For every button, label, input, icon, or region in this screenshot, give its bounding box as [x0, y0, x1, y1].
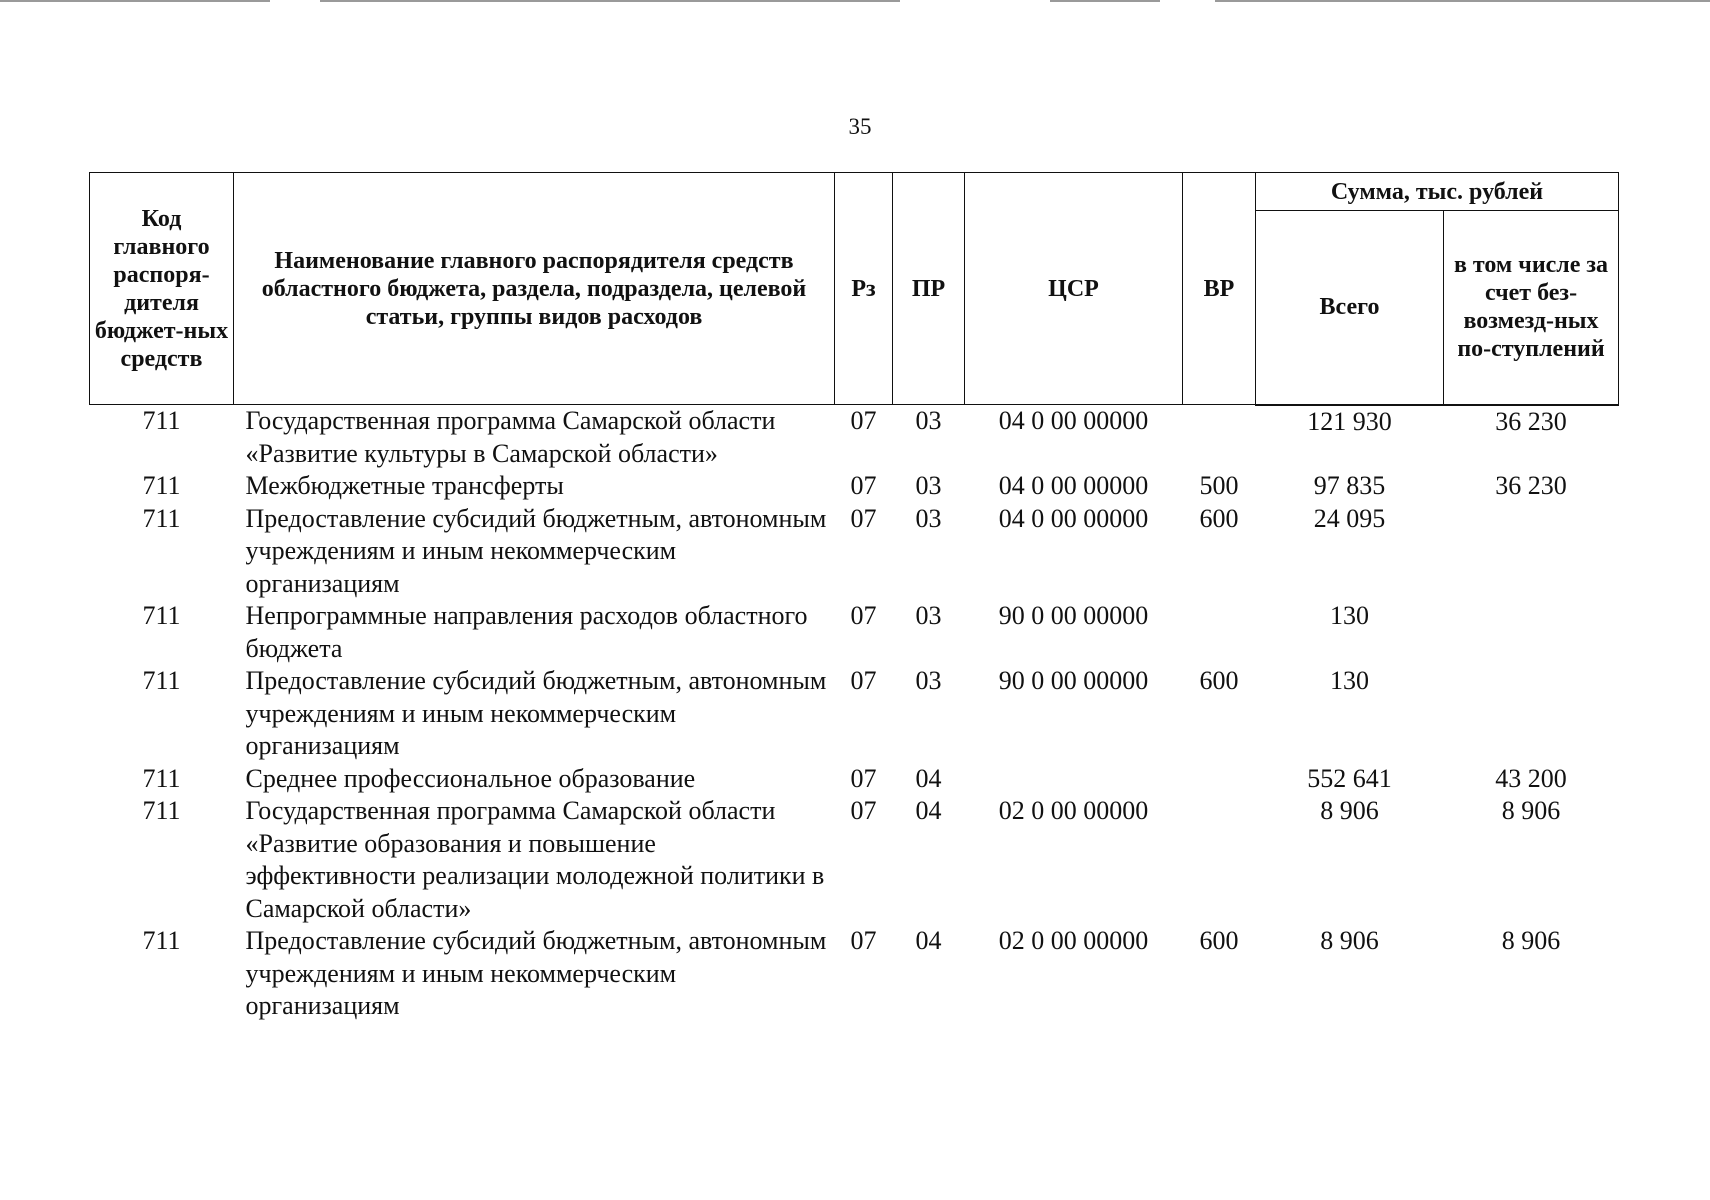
- cell-pr: 04: [915, 763, 942, 793]
- cell-rz: 07: [850, 926, 877, 955]
- cell-pr: 03: [915, 406, 942, 435]
- cell-csr: [965, 763, 1183, 796]
- cell-csr: 02 0 00 00000: [998, 796, 1149, 825]
- cell-csr: 90 0 00 00000: [998, 666, 1149, 695]
- cell-vr: [1183, 600, 1256, 665]
- cell-code: 711: [142, 601, 181, 630]
- table-row: [90, 405, 1619, 471]
- cell-vr: 500: [1199, 471, 1239, 500]
- table-row: [90, 600, 1619, 665]
- scan-edge-line: [1050, 0, 1160, 2]
- cell-gratuitous: 36 230: [1495, 471, 1567, 500]
- cell-vr: [1183, 405, 1256, 471]
- cell-name: Предоставление субсидий бюджетным, автономным учреждениям и иным некоммерческим организациям: [245, 503, 827, 598]
- table-row: [90, 925, 1619, 1023]
- cell-csr: 04 0 00 00000: [998, 503, 1149, 533]
- cell-csr: 02 0 00 00000: [998, 926, 1149, 955]
- scan-edge-line: [320, 0, 900, 2]
- cell-total: 8 906: [1320, 796, 1379, 825]
- cell-rz: 07: [850, 763, 877, 793]
- cell-total: 24 095: [1313, 503, 1386, 533]
- cell-pr: 03: [915, 471, 942, 500]
- cell-total: 130: [1330, 666, 1369, 695]
- table-row: [90, 503, 1619, 601]
- cell-rz: 07: [850, 471, 877, 500]
- cell-rz: 07: [850, 666, 877, 695]
- header-csr: ЦСР: [965, 173, 1183, 405]
- cell-pr: 03: [915, 601, 942, 630]
- header-total: Всего: [1256, 211, 1444, 405]
- cell-rz: 07: [850, 503, 877, 533]
- cell-rz: 07: [850, 796, 877, 825]
- header-rz: Рз: [835, 173, 893, 405]
- header-pr: ПР: [893, 173, 965, 405]
- cell-code: 711: [142, 666, 181, 695]
- cell-vr: [1183, 763, 1256, 796]
- cell-rz: 07: [850, 601, 877, 630]
- cell-total: 552 641: [1307, 763, 1392, 793]
- table-row: [90, 795, 1619, 925]
- cell-name: Среднее профессиональное образование: [245, 763, 696, 793]
- header-sum: Сумма, тыс. рублей: [1256, 173, 1619, 211]
- cell-name: Государственная программа Самарской области «Развитие культуры в Самарской области»: [245, 406, 776, 468]
- cell-gratuitous: 43 200: [1495, 763, 1567, 793]
- scan-edge-line: [0, 0, 270, 2]
- table-row: [90, 665, 1619, 763]
- cell-name: Межбюджетные трансферты: [245, 471, 564, 500]
- cell-pr: 04: [915, 926, 942, 955]
- table-row: [90, 470, 1619, 503]
- cell-csr: 04 0 00 00000: [998, 406, 1149, 435]
- cell-code: 711: [142, 406, 181, 435]
- scan-edge-line: [1215, 0, 1710, 2]
- budget-table: [89, 172, 1619, 1023]
- cell-code: 711: [142, 763, 181, 793]
- cell-code: 711: [142, 503, 181, 533]
- header-vr: ВР: [1183, 173, 1256, 405]
- cell-code: 711: [142, 796, 181, 825]
- cell-total: 130: [1330, 601, 1369, 630]
- cell-vr: 600: [1199, 666, 1239, 695]
- cell-code: 711: [142, 471, 181, 500]
- header-gratuitous: в том числе за счет без-возмезд-ных по-ступлений: [1444, 211, 1619, 405]
- table-row: [90, 763, 1619, 796]
- cell-csr: 04 0 00 00000: [998, 471, 1149, 500]
- cell-pr: 03: [915, 503, 942, 533]
- cell-total: 97 835: [1313, 471, 1386, 500]
- cell-gratuitous: [1444, 665, 1619, 763]
- cell-name: Непрограммные направления расходов областного бюджета: [245, 601, 808, 663]
- table-header: [90, 173, 1619, 405]
- cell-gratuitous: [1444, 503, 1619, 601]
- cell-vr: 600: [1199, 503, 1239, 533]
- cell-name: Предоставление субсидий бюджетным, автономным учреждениям и иным некоммерческим организациям: [245, 666, 827, 760]
- cell-pr: 03: [915, 666, 942, 695]
- header-code: Код главного распоря-дителя бюджет-ных средств: [90, 173, 234, 405]
- cell-csr: 90 0 00 00000: [998, 601, 1149, 630]
- cell-gratuitous: [1444, 600, 1619, 665]
- page-number: 35: [848, 114, 872, 139]
- cell-vr: 600: [1199, 926, 1239, 955]
- cell-total: 121 930: [1307, 406, 1392, 436]
- cell-name: Предоставление субсидий бюджетным, автономным учреждениям и иным некоммерческим организациям: [245, 926, 827, 1020]
- cell-rz: 07: [850, 406, 877, 435]
- table-body: [90, 405, 1619, 1023]
- cell-vr: [1183, 795, 1256, 925]
- cell-total: 8 906: [1320, 926, 1379, 955]
- cell-gratuitous: 8 906: [1501, 926, 1561, 955]
- cell-name: Государственная программа Самарской области «Развитие образования и повышение эффективности реализации молодежной политики в Самарской области»: [245, 796, 825, 923]
- cell-pr: 04: [915, 796, 942, 825]
- cell-gratuitous: 8 906: [1501, 796, 1561, 825]
- cell-gratuitous: 36 230: [1495, 406, 1567, 436]
- cell-code: 711: [142, 926, 181, 955]
- header-name: Наименование главного распорядителя средств областного бюджета, раздела, подраздела, целевой статьи, группы видов расходов: [234, 173, 835, 405]
